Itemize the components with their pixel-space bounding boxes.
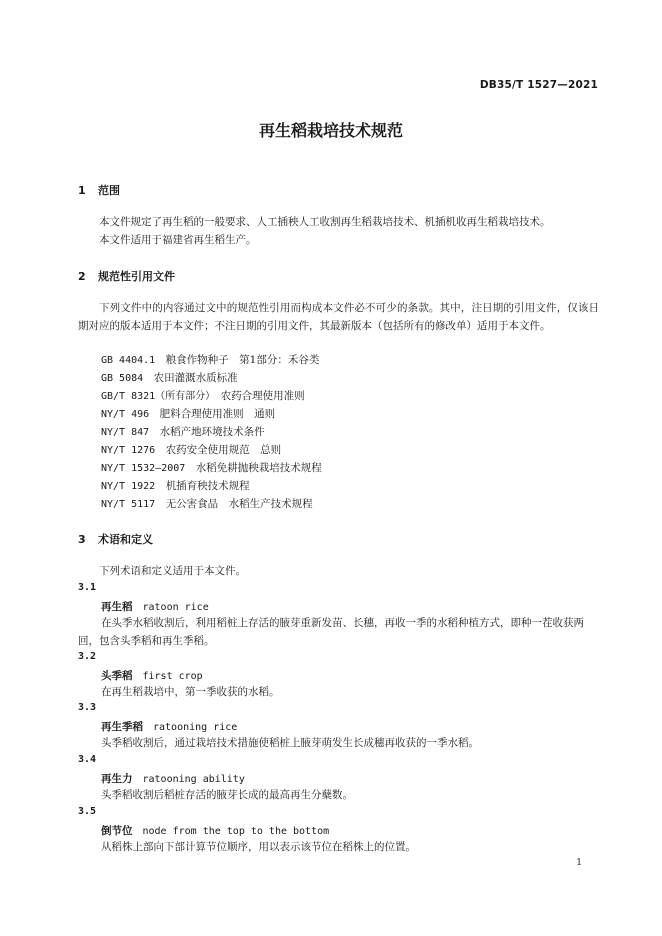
term-english: ratooning ability [142, 774, 245, 785]
reference-code: GB 5084 [101, 373, 144, 384]
reference-title: 肥料合理使用准则 通则 [159, 408, 276, 420]
term-number: 3.5 [78, 806, 97, 817]
reference-title: 水稻产地环境技术条件 [159, 426, 265, 438]
term-definition: 头季稻收割后稻桩存活的腋芽长成的最高再生分蘖数。 [101, 789, 353, 801]
paragraph: 本文件规定了再生稻的一般要求、人工插秧人工收割再生稻栽培技术、机插机收再生稻栽培技术。 [99, 216, 551, 228]
section-1-heading [78, 182, 120, 198]
term-chinese: 再生稻 [101, 601, 133, 613]
term-entry [101, 823, 329, 838]
reference-item [101, 423, 265, 442]
reference-title: 机插育秧技术规程 [165, 480, 250, 492]
term-definition: 从稻株上部向下部计算节位顺序，用以表示该节位在稻株上的位置。 [101, 841, 416, 853]
section-2-heading [78, 268, 175, 284]
reference-item [101, 387, 305, 406]
paragraph: 下列术语和定义适用于本文件。 [99, 565, 246, 577]
reference-item [101, 369, 238, 388]
reference-title: 无公害食品 水稻生产技术规程 [165, 498, 313, 510]
term-definition: 在头季水稻收割后，利用稻桩上存活的腋芽重新发苗、长穗，再收一季的水稻种植方式，即种一茬收获两回，包含头季稻和再生季稻。 [78, 617, 584, 647]
term-chinese: 头季稻 [101, 670, 133, 682]
term-number: 3.1 [78, 582, 97, 593]
reference-code: NY/T 1532—2007 [101, 463, 186, 474]
term-definition: 在再生稻栽培中，第一季收获的水稻。 [101, 686, 280, 698]
term-number: 3.4 [78, 754, 97, 765]
reference-title: 农田灌溉水质标准 [153, 372, 238, 384]
reference-code: NY/T 847 [101, 427, 150, 438]
section-number: 3 [78, 533, 86, 546]
section-number: 1 [78, 184, 86, 197]
term-entry [101, 668, 203, 683]
term-english: first crop [142, 671, 203, 682]
section-title: 范围 [98, 184, 120, 197]
term-entry [101, 599, 209, 614]
paragraph: 下列文件中的内容通过文中的规范性引用而构成本文件必不可少的条款。其中，注日期的引用文件，仅该日期对应的版本适用于本文件；不注日期的引用文件，其最新版本（包括所有的修改单）适用于本文件。 [78, 302, 599, 332]
term-entry [101, 719, 237, 734]
term-chinese: 再生力 [101, 773, 133, 785]
reference-item [101, 441, 281, 460]
reference-title: 水稻免耕抛秧栽培技术规程 [195, 462, 322, 474]
document-title: 再生稻栽培技术规范 [258, 121, 403, 140]
reference-title: 农药合理使用准则 [220, 390, 305, 402]
term-definition: 头季稻收割后，通过栽培技术措施使稻桩上腋芽萌发生长成穗再收获的一季水稻。 [101, 737, 479, 749]
section-title: 规范性引用文件 [98, 270, 175, 283]
paragraph: 本文件适用于福建省再生稻生产。 [99, 234, 257, 246]
reference-item [101, 405, 275, 424]
reference-title: 粮食作物种子 第1部分：禾谷类 [165, 354, 320, 366]
term-entry [101, 771, 245, 786]
reference-code: GB/T 8321（所有部分） [101, 391, 211, 402]
reference-code: NY/T 1276 [101, 445, 156, 456]
reference-code: NY/T 1922 [101, 481, 156, 492]
document-code: DB35/T 1527—2021 [479, 79, 598, 91]
reference-title: 农药安全使用规范 总则 [165, 444, 282, 456]
reference-code: NY/T 496 [101, 409, 150, 420]
reference-item [101, 477, 250, 496]
reference-item [101, 351, 319, 370]
reference-code: NY/T 5117 [101, 499, 156, 510]
page-number: 1 [576, 858, 582, 868]
term-english: node from the top to the bottom [142, 826, 330, 837]
term-chinese: 再生季稻 [101, 721, 143, 733]
reference-item [101, 495, 313, 514]
term-english: ratoon rice [142, 602, 209, 613]
section-title: 术语和定义 [98, 533, 153, 546]
section-3-heading [78, 531, 153, 547]
term-english: ratooning rice [153, 722, 238, 733]
term-number: 3.2 [78, 651, 97, 662]
term-number: 3.3 [78, 702, 97, 713]
section-number: 2 [78, 270, 86, 283]
reference-item [101, 459, 322, 478]
reference-code: GB 4404.1 [101, 355, 156, 366]
term-chinese: 倒节位 [101, 825, 133, 837]
